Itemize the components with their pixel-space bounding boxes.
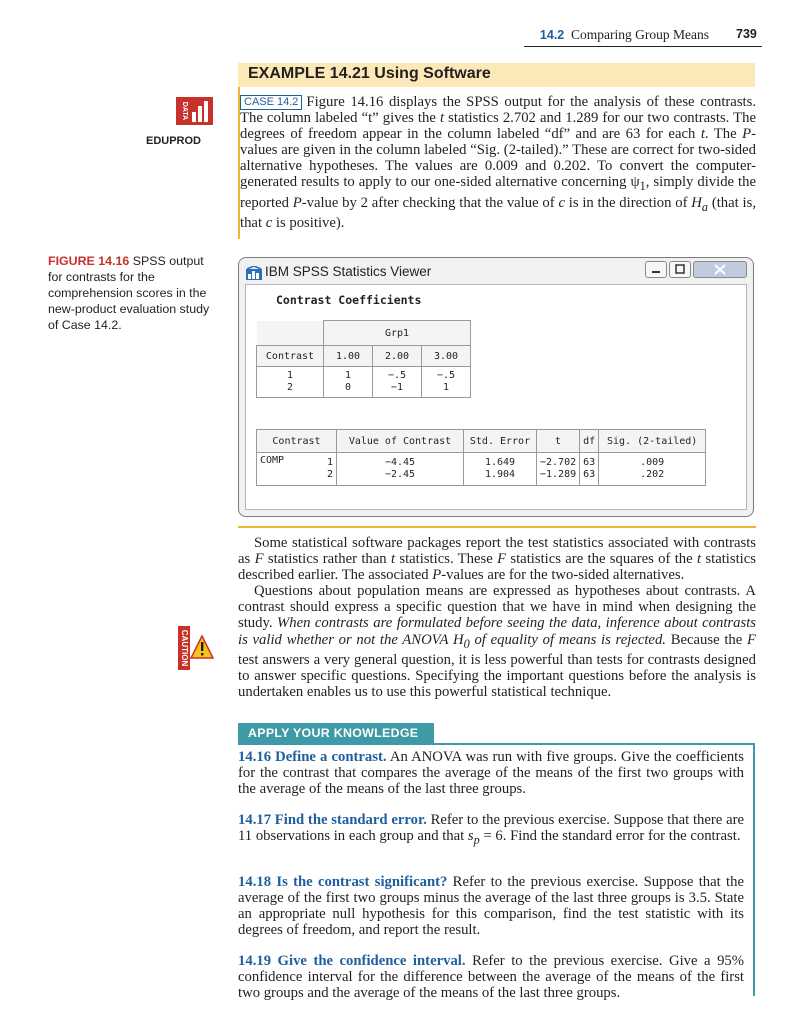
minimize-button[interactable] [645, 261, 667, 278]
minimize-icon [646, 262, 666, 277]
contrast-tests-table [256, 429, 706, 486]
contrast-ids: 1 2 [308, 453, 337, 486]
coefficient-column: 1 0 [324, 367, 373, 398]
apply-knowledge-banner [238, 723, 434, 743]
spss-viewer-window [238, 257, 754, 517]
column-header: Std. Error [464, 430, 537, 453]
exercise-title: 14.18 Is the contrast significant? [238, 874, 448, 890]
figure-label: FIGURE 14.16 [48, 254, 130, 268]
output-pane [245, 284, 747, 510]
sig-column: .009 .202 [599, 453, 706, 486]
window-controls [645, 261, 747, 277]
level-header: 3.00 [422, 346, 471, 367]
header-rule [524, 46, 762, 47]
data-icon-label: DATA [181, 101, 188, 121]
exercise-title: 14.17 Find the standard error. [238, 812, 427, 828]
column-header: Value of Contrast [337, 430, 464, 453]
paragraph-f-statistics: Some statistical software packages report the test statistics associated with contrasts as F statistics rather than t statistics. These F statistics are the squares of the t statistics described earlier. The associated P-values are for the two-sided alternatives. [238, 535, 756, 584]
running-header [0, 0, 811, 60]
example-paragraph: CASE 14.2 Figure 14.16 displays the SPSS output for the analysis of these contrasts. The column labeled “t” gives the t statistics 2.702 and 1.289 for our two contrasts. The degrees of freedom appear in the column labeled “df” and are 63 for each t. The P-values are given in the column labeled “Sig. (2-tailed).” These are correct for two-sided alternative hypotheses. The values are 0.009 and 0.202. To convert the computer-generated results to apply to our one-sided alternative concerning $\psi_1$, simply divide the reported P-value by 2 after checking that the value of c is in the direction of $H_a$ (that is, that c is positive). [240, 94, 756, 231]
df-column: 63 63 [580, 453, 599, 486]
column-header: Sig. (2-tailed) [599, 430, 706, 453]
caution-label: CAUTION [179, 629, 189, 667]
std-error-column: 1.649 1.904 [464, 453, 537, 486]
coefficient-column: −.5 1 [422, 367, 471, 398]
figure-caption-text: SPSS output for contrasts for the comprehension scores in the new-product evaluation study of Case 14.2. [48, 254, 210, 332]
contrast-row-header: Contrast [257, 346, 324, 367]
body-text [238, 535, 756, 700]
t-column: −2.702 −1.289 [537, 453, 580, 486]
level-header: 2.00 [373, 346, 422, 367]
column-header: Contrast [257, 430, 337, 453]
case-tag: CASE 14.2 [240, 95, 302, 110]
column-header: df [580, 430, 599, 453]
coefficient-column: −.5 −1 [373, 367, 422, 398]
example-title: EXAMPLE 14.21 Using Software [248, 65, 491, 82]
spss-logo-icon [246, 266, 262, 280]
section-header [0, 27, 709, 43]
exercise-14-18: 14.18 Is the contrast significant? Refer to the previous exercise. Suppose that the average of the first two groups minus the average of the last three groups is 3.5. State an appropriate null hypothesis for this comparison, find the test statistic with its degrees of freedom, and report the result. [238, 874, 745, 939]
group-header: Grp1 [324, 321, 471, 346]
contrast-coefficients-table [256, 320, 471, 398]
data-file-icon [176, 97, 213, 125]
exercise-14-16: 14.16 Define a contrast. An ANOVA was run with five groups. Give the coefficients for the contrast that compares the average of the means of the first two groups with the average of the means of the last three groups. [238, 749, 744, 798]
close-icon [694, 262, 746, 277]
exercise-title: 14.16 Define a contrast. [238, 749, 387, 765]
example-banner [238, 63, 755, 87]
paragraph-contrast-questions: Questions about population means are expressed as hypotheses about contrasts. A contrast should express a specific question that we have in mind when designing the study. When contrasts are formulated before seeing the data, inference about contrasts is valid whether or not the ANOVA $H_0$ of equality of means is rejected. Because the F test answers a very general question, it is less powerful than tests for contrasts designed to answer specific questions. Specifying the important questions before the analysis is undertaken enables us to use this powerful statistical technique. [238, 583, 757, 700]
maximize-icon [670, 262, 690, 277]
apply-knowledge-side-rule [753, 743, 755, 996]
figure-caption [48, 253, 218, 333]
section-divider [238, 526, 756, 528]
data-file-name: EDUPROD [146, 135, 202, 147]
contrast-coefficients-title: Contrast Coefficients [276, 293, 422, 307]
maximize-button[interactable] [669, 261, 691, 278]
close-button[interactable] [693, 261, 747, 278]
table-corner [257, 321, 324, 346]
value-column: −4.45 −2.45 [337, 453, 464, 486]
apply-knowledge-heading: APPLY YOUR KNOWLEDGE [248, 726, 419, 740]
exercise-14-19: 14.19 Give the confidence interval. Refer to the previous exercise. Give a 95% confidence interval for the difference between the average of the means of the first two groups and the average of the means of the last three groups. [238, 953, 744, 1002]
page-number: 739 [736, 27, 757, 41]
window-title: IBM SPSS Statistics Viewer [265, 264, 432, 279]
column-header: t [537, 430, 580, 453]
exercise-title: 14.19 Give the confidence interval. [238, 953, 466, 969]
contrast-ids: 1 2 [257, 367, 324, 398]
caution-icon [178, 626, 214, 670]
level-header: 1.00 [324, 346, 373, 367]
section-title: Comparing Group Means [571, 27, 709, 42]
section-number: 14.2 [539, 28, 565, 42]
apply-knowledge-top-rule [238, 743, 754, 745]
exercise-14-17: 14.17 Find the standard error. Refer to the previous exercise. Suppose that there are 11 observations in each group and that $s_p = 6$. Find the standard error for the contrast. [238, 812, 744, 848]
variable-label: COMP [257, 453, 309, 486]
